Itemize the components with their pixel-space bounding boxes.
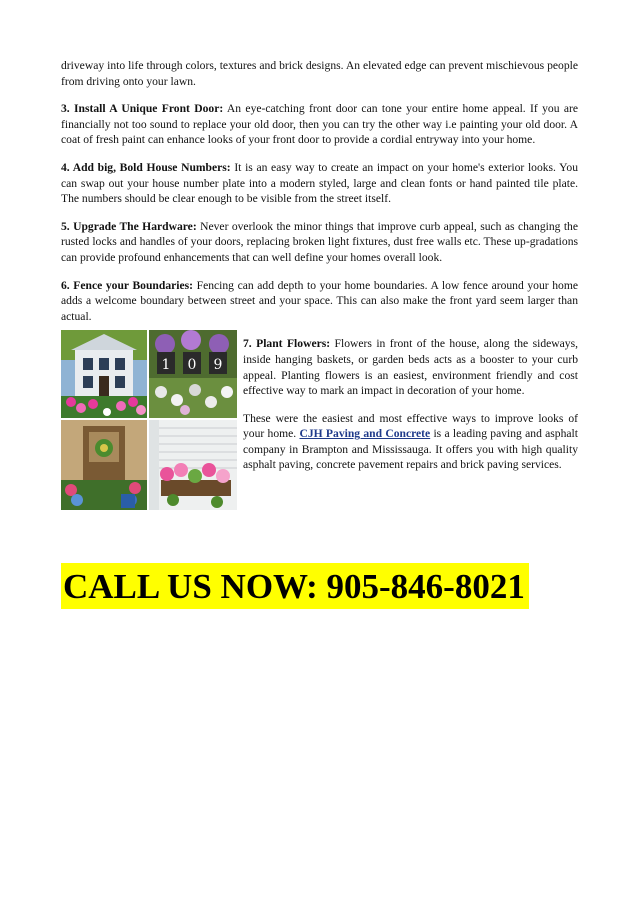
tip-heading: 6. Fence your Boundaries:: [61, 278, 194, 292]
front-door-photo: [61, 420, 147, 510]
tip-body: Never overlook the minor things that improve curb appeal, such as changing the rusted locks and handles of your doors, replacing broken light fixtures, dust free walls etc. These up-gradations can provide profound enhancements that can well define your homes overall look.: [61, 219, 579, 264]
window-box-photo: [149, 420, 237, 510]
flower-photo-collage: [61, 330, 237, 510]
tip-body: Fencing can add depth to your home boundaries. A low fence around your home adds a welcome boundary between street and your space. This can also make the front yard seem larger than actual.: [61, 278, 578, 323]
tip-front-door: [61, 101, 578, 148]
tip-body: Flowers in front of the house, along the sideways, inside hanging baskets, or garden beds acts as a booster to your curb appeal. Planting flowers is an easiest, environment friendly and cost effective way to mark an impact in decoration of your home.: [243, 337, 578, 398]
tip-heading: 4. Add big, Bold House Numbers:: [61, 160, 231, 174]
tip-heading: 3. Install A Unique Front Door:: [61, 102, 224, 116]
document-page: [61, 58, 578, 514]
tip-hardware: [61, 219, 578, 266]
tip-body: It is an easy way to create an impact on your home's exterior looks. You can swap out your house number plate into a modern styled, large and clean fonts or hand painted tile plate. The numbers should be clear enough to be visible from the street itself.: [61, 160, 578, 206]
tip-heading: 7. Plant Flowers:: [243, 337, 331, 351]
house-number-digit: 9: [213, 357, 223, 374]
closing-text-before: These were the easiest and most effective ways to improve looks of your home.: [243, 411, 578, 441]
tip-fence: [61, 278, 578, 325]
call-to-action-banner: CALL US NOW: 905-846-8021: [61, 563, 529, 609]
house-number-digit: 0: [187, 357, 197, 374]
collage-image: [61, 330, 237, 510]
intro-paragraph: driveway into life through colors, textures and brick designs. An elevated edge can prevent mischievous people from driving onto your lawn.: [61, 59, 578, 88]
house-number-digit: 1: [161, 357, 171, 374]
closing-text-after: is a leading paving and asphalt company in Brampton and Mississauga. It offers you with high quality asphalt paving, concrete pavement repairs and brick paving services.: [243, 427, 578, 472]
tip-body: An eye-catching front door can tone your entire home appeal. If you are financially not too sound to replace your old door, then you can try the other way i.e painting your old door. A coat of fresh paint can enhance looks of your front door to provide a cordial entryway into your home.: [61, 102, 578, 147]
house-photo: [61, 330, 147, 418]
tip-heading: 5. Upgrade The Hardware:: [61, 219, 197, 233]
company-link[interactable]: CJH Paving and Concrete: [299, 427, 431, 441]
tip-house-numbers: [61, 160, 578, 207]
house-number-photo: [149, 330, 237, 418]
